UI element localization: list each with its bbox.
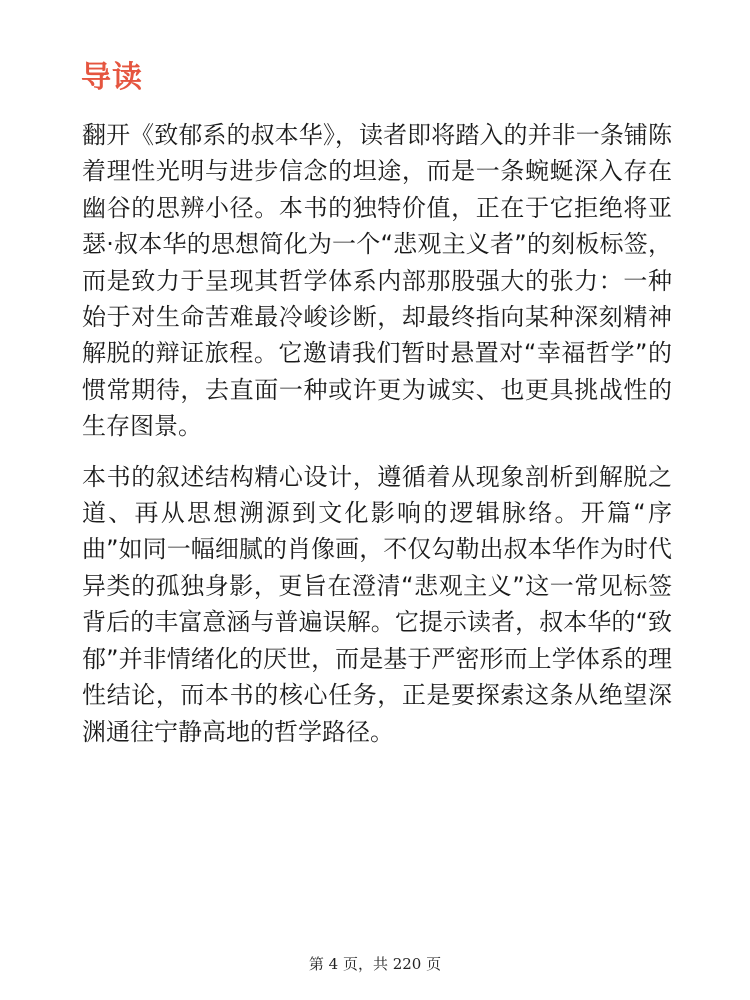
body-text <box>82 117 672 764</box>
paragraph: 本书的叙述结构精心设计，遵循着从现象剖析到解脱之道、再从思想溯源到文化影响的逻辑脉络。开篇“序曲”如同一幅细腻的肖像画，不仅勾勒出叔本华作为时代异类的孤独身影，更旨在澄清“悲观主义”这一常见标签背后的丰富意涵与普遍误解。它提示读者，叔本华的“致郁”并非情绪化的厌世，而是基于严密形而上学体系的理性结论，而本书的核心任务，正是要探索这条从绝望深渊通往宁静高地的哲学路径。 <box>82 462 672 746</box>
section-heading: 导读 <box>81 60 143 95</box>
page-number-footer: 第 4 页，共 220 页 <box>308 955 442 973</box>
paragraph: 翻开《致郁系的叔本华》，读者即将踏入的并非一条铺陈着理性光明与进步信念的坦途，而是一条蜿蜒深入存在幽谷的思辨小径。本书的独特价值，正在于它拒绝将亚瑟·叔本华的思想简化为一个“悲观主义者”的刻板标签，而是致力于呈现其哲学体系内部那股强大的张力：一种始于对生命苦难最冷峻诊断，却最终指向某种深刻精神解脱的辩证旅程。它邀请我们暂时悬置对“幸福哲学”的惯常期待，去直面一种或许更为诚实、也更具挑战性的生存图景。 <box>82 121 672 441</box>
